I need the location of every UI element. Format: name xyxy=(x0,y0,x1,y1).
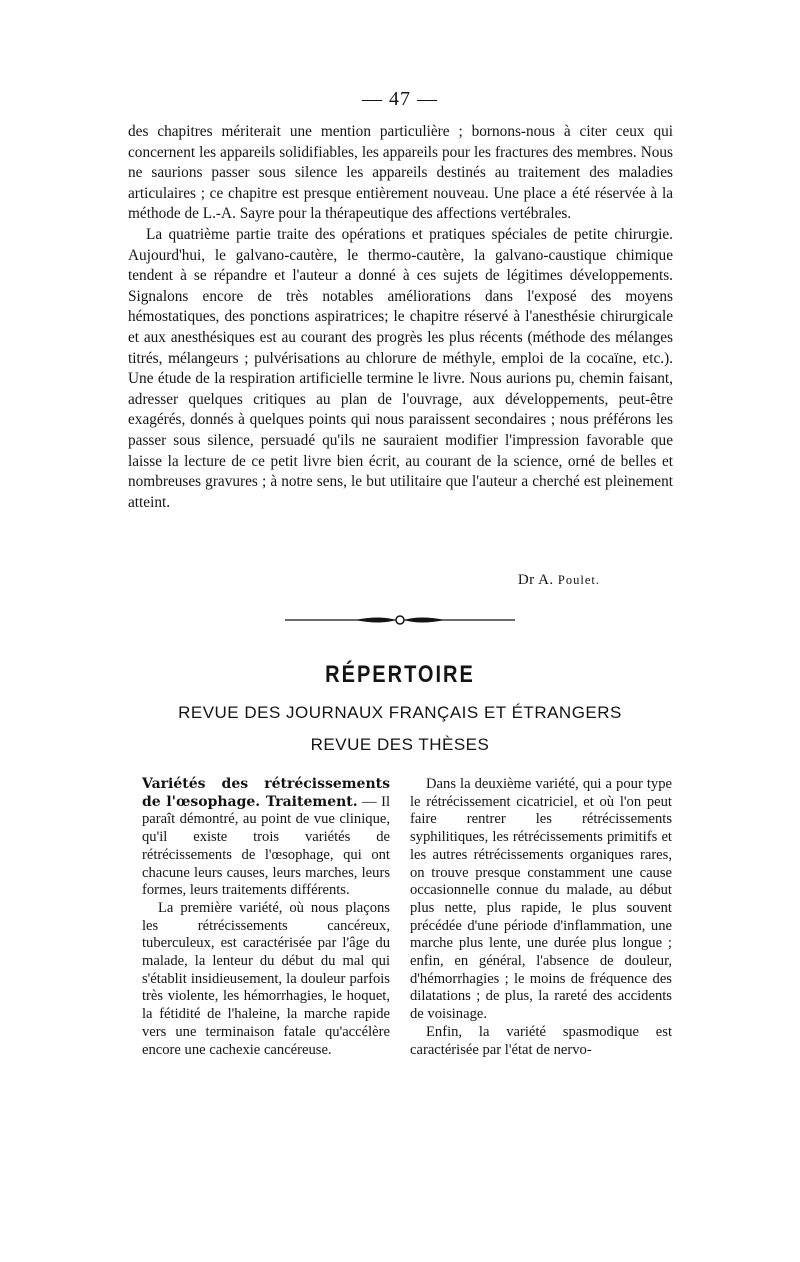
author-signature xyxy=(518,572,600,589)
intro-paragraph-1: des chapitres mériterait une mention particulière ; bornons-nous à citer ceux qui concernent les appareils solidifiables, les appareils pour les fractures des membres. Nous ne saurions passer sous silence les appareils destinés au traitement des maladies articulaires ; ce chapitre est presque entièrement nouveau. Une place a été réservée à la méthode de L.-A. Sayre pour la thérapeutique des affections vertébrales. xyxy=(128,123,673,223)
section-subtitle-journals: REVUE DES JOURNAUX FRANÇAIS ET ÉTRANGERS xyxy=(178,703,622,722)
section-title: RÉPERTOIRE xyxy=(325,661,475,689)
left-paragraph-1-text: — Il paraît démontré, au point de vue clinique, qu'il existe trois variétés de rétrécissements de l'œsophage, qui ont chacune leurs causes, leurs marches, leurs formes, leurs traitements différents. xyxy=(142,793,391,899)
right-paragraph-2: Enfin, la variété spasmodique est caractérisée par l'état de nervo- xyxy=(410,1023,672,1058)
signature-prefix: Dr A. xyxy=(517,572,558,588)
intro-text xyxy=(128,122,673,513)
left-column xyxy=(142,776,390,1059)
right-column xyxy=(410,776,672,1059)
ornamental-divider xyxy=(0,612,800,633)
page-number: — 47 — xyxy=(362,88,438,110)
divider-ornament-icon xyxy=(0,612,800,628)
left-paragraph-2: La première variété, où nous plaçons les rétrécissements cancéreux, tuberculeux, est caractérisée par l'âge du malade, la lenteur du début du mal qui s'établit insidieusement, la douleur parfois très violente, les hémorrhagies, le hoquet, la fétidité de l'haleine, la marche rapide vers une terminaison fatale qu'accélère encore une cachexie cancéreuse. xyxy=(142,899,390,1058)
section-subtitle-theses: REVUE DES THÈSES xyxy=(310,735,490,754)
signature-name: Poulet. xyxy=(557,573,600,587)
article-title: Variétés des rétrécissements de l'œsophage. Traitement. xyxy=(142,776,390,810)
intro-paragraph-2: La quatrième partie traite des opérations et pratiques spéciales de petite chirurgie. Aujourd'hui, le galvano-cautère, le thermo-cautère, la galvano-caustique chimique tendent à se répandre et l'auteur a donné à ces sujets de légitimes développements. Signalons encore de très notables améliorations dans l'exposé des moyens hémostatiques, des ponctions aspiratrices; le chapitre réservé à l'anesthésie chirurgicale et aux anesthésiques est au courant des progrès les plus récents (méthode des mélanges titrés, mélangeurs ; pulvérisations au chlorure de méthyle, emploi de la cocaïne, etc.). Une étude de la respiration artificielle termine le livre. Nous aurions pu, chemin faisant, adresser quelques critiques au plan de l'ouvrage, aux développements, peut-être exagérés, donnés à quelques points qui nous paraissent secondaires ; nous préférons les passer sous silence, persuadé qu'ils ne sauraient modifier l'impression favorable que laisse la lecture de ce petit livre bien écrit, au courant de la science, orné de belles et nombreuses gravures ; à notre sens, le but utilitaire que l'auteur a cherché est pleinement atteint. xyxy=(128,225,673,511)
right-paragraph-1: Dans la deuxième variété, qui a pour type le rétrécissement cicatriciel, et où l'on peut faire rentrer les rétrécissements syphilitiques, les rétrécissements primitifs et les autres rétrécissements organiques rares, on trouve presque constamment une cause occasionnelle connue du malade, au début plus nette, plus rapide, le plus souvent précédée d'une période d'inflammation, une marche plus lente, une durée plus longue ; enfin, en général, l'absence de douleur, d'hémorrhagies ; le moins de fréquence des dilatations ; de plus, la rareté des accidents de voisinage. xyxy=(410,776,672,1023)
left-paragraph-1 xyxy=(142,776,390,900)
